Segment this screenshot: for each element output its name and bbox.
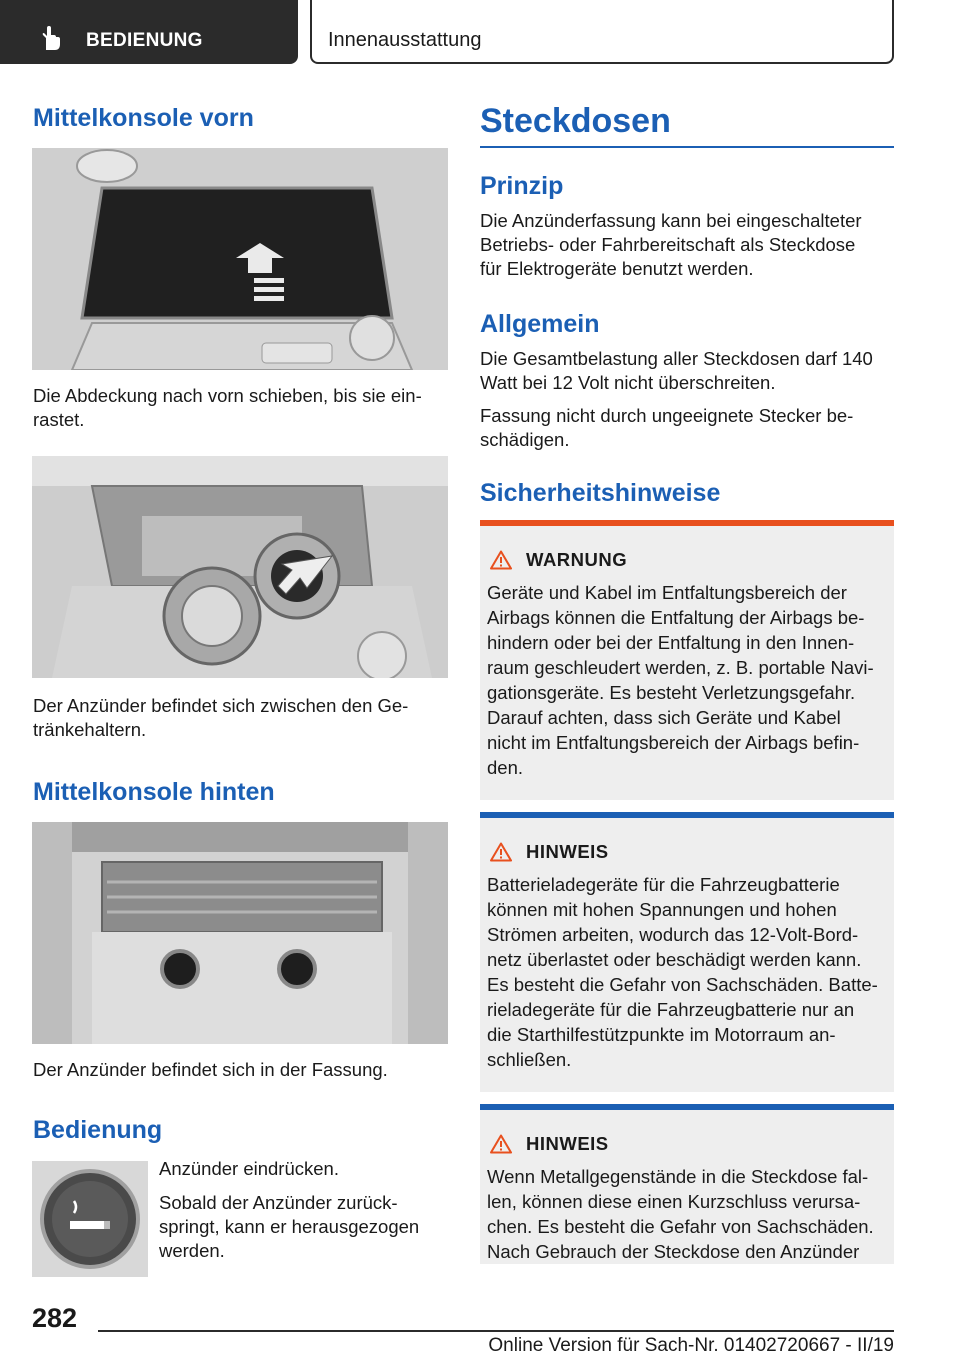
warning-text: Geräte und Kabel im Entfaltungsbereich der Airbags können die Entfaltung der Airbags be‐ hindern oder bei der Entfaltung in den Innen‐ raum geschleudert werden, z. B. portable Navi‐ gationsgeräte. Es besteht Verletzungsgefahr. Darauf achten, dass sich Geräte und Kabel nicht im Entfaltungsbereich der Airbags befin‐ den.: [487, 582, 874, 778]
lighter-button-image: [32, 1161, 148, 1277]
chapter-tab[interactable]: [0, 0, 298, 64]
heading-rule: [480, 146, 894, 148]
notice-title-1: HINWEIS: [526, 841, 609, 862]
chapter-label: BEDIENUNG: [86, 30, 203, 51]
warning-title: WARNUNG: [526, 549, 628, 570]
heading-sockets: Steckdosen: [480, 102, 671, 140]
page-number: 282: [32, 1303, 78, 1333]
rear-console-image: [32, 822, 448, 1044]
general-text-1: Die Gesamtbelastung aller Steckdosen darf 140 Watt bei 12 Volt nicht überschreiten.: [480, 348, 873, 393]
front-console-image: [32, 148, 448, 370]
caption-rear: Der Anzünder befindet sich in der Fassung.: [33, 1059, 388, 1080]
heading-front-console: Mittelkonsole vorn: [33, 104, 254, 132]
footer-rule: [98, 1330, 894, 1332]
notice-text-2: Wenn Metallgegenstände in die Steckdose fal‐ len, können diese einen Kurzschluss verursa‐ chen. Es besteht die Gefahr von Sachschäden. Nach Gebrauch der Steckdose den Anzünder: [487, 1166, 874, 1262]
caption-front-2: Der Anzünder befindet sich zwischen den Ge‐ tränkehaltern.: [33, 695, 409, 740]
heading-general: Allgemein: [480, 310, 600, 338]
notice-bar-1: [480, 812, 894, 818]
section-tab[interactable]: [310, 0, 894, 64]
notice-text-1: Batterieladegeräte für die Fahrzeugbatterie können mit hohen Spannungen und hohen Strömen arbeiten, wodurch das 12-Volt-Bord‐ netz überlastet oder beschädigt werden kann. Es besteht die Gefahr von Sachschäden. Batte‐ rieladegeräte für die Fahrzeugbatterie nur an die Starthilfestützpunkte im Motorraum an‐ schließen.: [487, 874, 878, 1070]
heading-principle: Prinzip: [480, 172, 564, 200]
notice-box-1: [480, 812, 894, 1092]
cup-holder-image: [32, 456, 448, 678]
warning-triangle-icon: [490, 1134, 512, 1154]
notice-bar-2: [480, 1104, 894, 1110]
caption-front-1: Die Abdeckung nach vorn schieben, bis sie ein‐ rastet.: [33, 385, 422, 430]
notice-box-2: [480, 1104, 894, 1264]
warning-bar: [480, 520, 894, 526]
notice-title-2: HINWEIS: [526, 1133, 609, 1154]
operation-step-1: Anzünder eindrücken.: [159, 1158, 339, 1179]
warning-triangle-icon: [490, 842, 512, 862]
footer-version: Online Version für Sach-Nr. 01402720667 - II/19: [488, 1335, 894, 1356]
operation-step-2: Sobald der Anzünder zurück‐ springt, kann er herausgezogen werden.: [159, 1192, 420, 1261]
hand-pointer-icon: [38, 26, 64, 52]
warning-triangle-icon: [490, 550, 512, 570]
principle-text: Die Anzünderfassung kann bei eingeschalteter Betriebs- oder Fahrbereitschaft als Steckdose für Elektrogeräte benutzt werden.: [480, 210, 862, 279]
warning-box: [480, 520, 894, 800]
general-text-2: Fassung nicht durch ungeeignete Stecker be‐ schädigen.: [480, 405, 854, 450]
section-label: Innenausstattung: [328, 29, 482, 51]
heading-rear-console: Mittelkonsole hinten: [33, 778, 275, 806]
heading-operation: Bedienung: [33, 1116, 163, 1144]
heading-safety: Sicherheitshinweise: [480, 479, 721, 507]
